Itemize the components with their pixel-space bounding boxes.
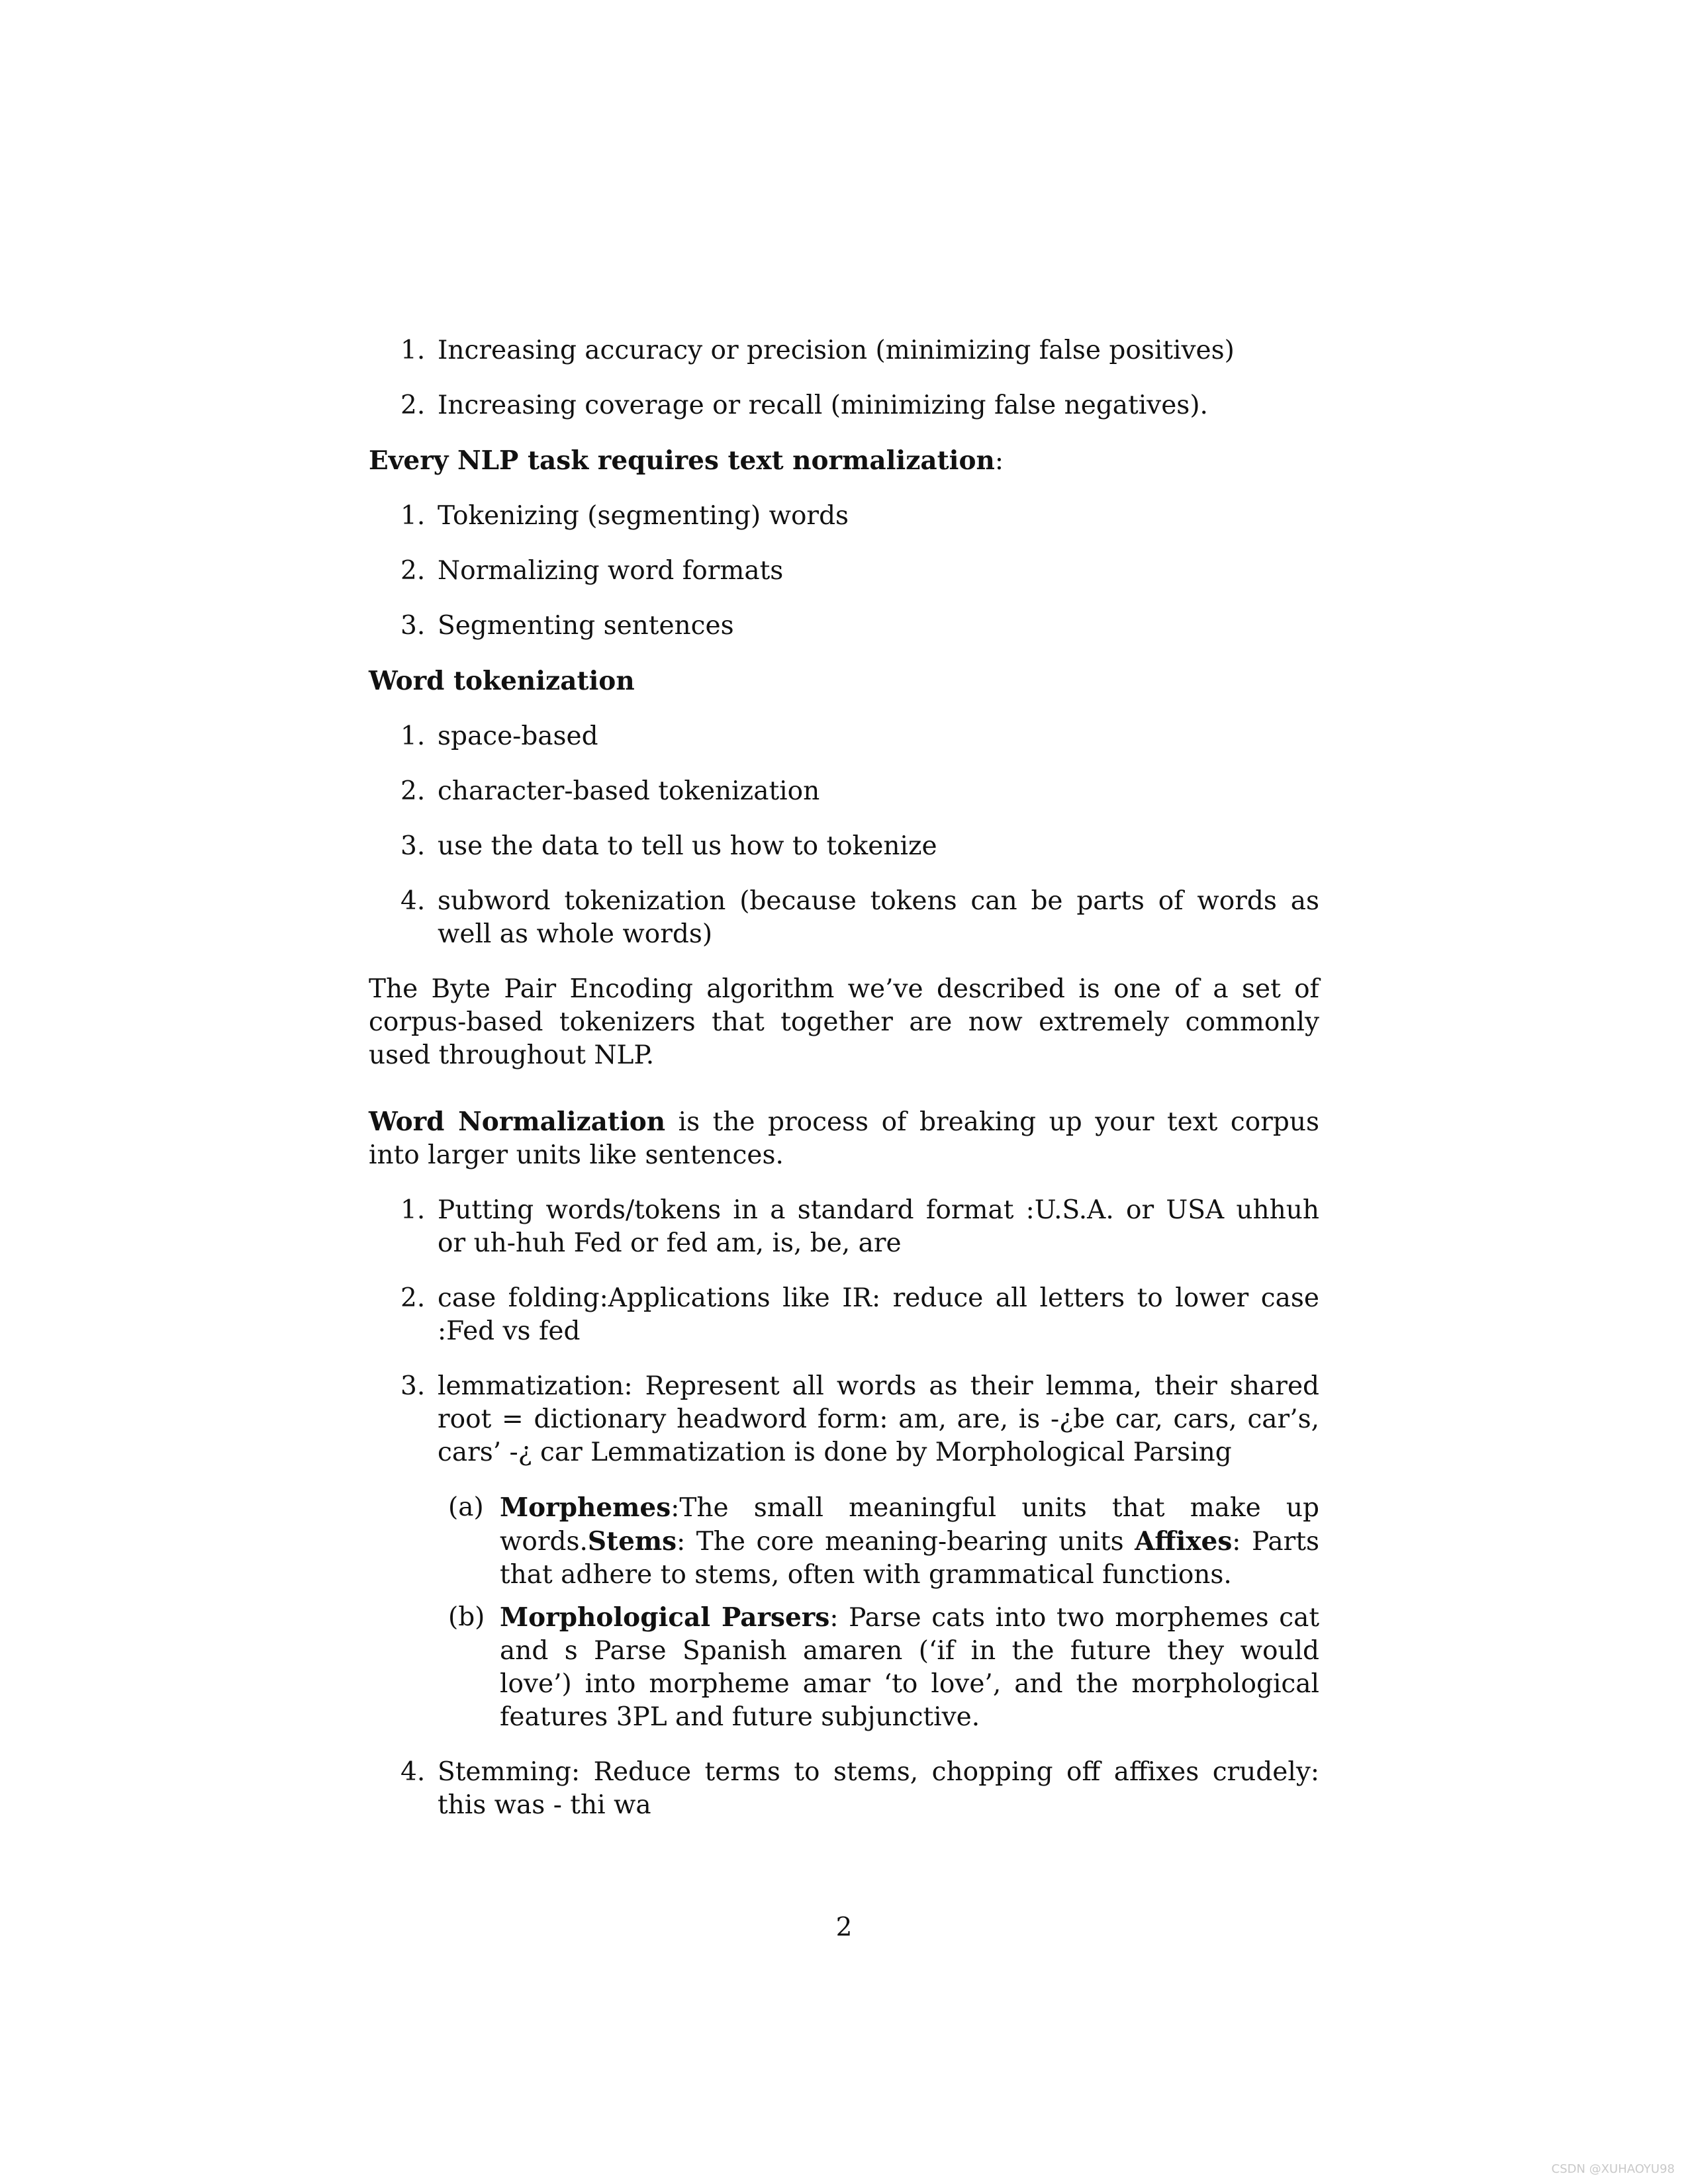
list-item xyxy=(369,389,1319,422)
list-item xyxy=(369,500,1319,533)
list-item-text: lemmatization: Represent all words as their lemma, their shared root = dictionary headword form: am, are, is -¿be car, cars, car’s, cars’ -¿ car Lemmatization is done by Morphological Parsing xyxy=(438,1371,1319,1467)
list-number: 1. xyxy=(400,721,426,751)
list-number: 2. xyxy=(400,556,426,586)
paragraph-bold: Word Normalization xyxy=(369,1107,666,1137)
list-number: 4. xyxy=(400,1757,426,1787)
page-number: 2 xyxy=(835,1913,853,1942)
list-item-text: Stemming: Reduce terms to stems, chopping off affixes crudely: this was - thi wa xyxy=(438,1757,1319,1820)
normalization-heading xyxy=(369,444,1319,478)
list-item xyxy=(369,1282,1319,1348)
sub-list-item: (a) Morphemes:The small meaningful units that make up words.Stems: The core meaning-bearing units Affixes: Parts that adhere to stems, often with grammatical functions. xyxy=(448,1492,1320,1590)
list-number: 2. xyxy=(400,390,426,420)
list-item-text: Normalizing word formats xyxy=(438,556,784,586)
list-number: 2. xyxy=(400,1283,426,1313)
list-item xyxy=(369,885,1319,951)
tokenization-heading: Word tokenization xyxy=(369,666,635,696)
list-number: 3. xyxy=(400,1371,426,1401)
list-item xyxy=(369,610,1319,643)
list-item xyxy=(369,1756,1319,1822)
list-item-text: Increasing accuracy or precision (minimizing false positives) xyxy=(438,336,1235,365)
list-item xyxy=(369,555,1319,588)
list-number: 1. xyxy=(400,501,426,531)
list-item-text: use the data to tell us how to tokenize xyxy=(438,831,937,861)
list-number: 3. xyxy=(400,831,426,861)
sub-list-label: (b) xyxy=(448,1602,485,1632)
list-item-text: Increasing coverage or recall (minimizing false negatives). xyxy=(438,390,1208,420)
sub-list-item: (b) Morphological Parsers: Parse cats into two morphemes cat and s Parse Spanish amaren (‘if in the future they would love’) into morpheme amar ‘to love’, and the morphological features 3PL and future subjunctive. xyxy=(448,1602,1319,1732)
list-number: 1. xyxy=(400,1195,426,1225)
word-normalization-paragraph xyxy=(369,1105,1319,1172)
list-item xyxy=(369,775,1319,808)
watermark: CSDN @XUHAOYU98 xyxy=(1551,2162,1675,2176)
list-item xyxy=(369,1370,1319,1469)
list-item xyxy=(369,334,1319,367)
list-item xyxy=(369,1194,1319,1260)
list-item-text: space-based xyxy=(438,721,598,751)
list-item xyxy=(369,830,1319,863)
list-number: 1. xyxy=(400,336,426,365)
list-number: 2. xyxy=(400,776,426,806)
list-item-text: character-based tokenization xyxy=(438,776,820,806)
list-item-text: case folding:Applications like IR: reduce all letters to lower case :Fed vs fed xyxy=(438,1283,1319,1346)
heading-bold: Every NLP task requires text normalization xyxy=(369,445,995,476)
document-page xyxy=(369,334,1319,1822)
list-item-text: Tokenizing (segmenting) words xyxy=(438,501,849,531)
paragraph-text: is the process of breaking up your text corpus into larger units like sentences. xyxy=(369,1107,1319,1170)
list-item-text: Putting words/tokens in a standard format :U.S.A. or USA uhhuh or uh-huh Fed or fed am, is, be, are xyxy=(438,1195,1319,1258)
list-item-text: Segmenting sentences xyxy=(438,611,734,641)
list-item xyxy=(369,720,1319,753)
list-number: 4. xyxy=(400,886,426,916)
list-item-text: subword tokenization (because tokens can be parts of words as well as whole words) xyxy=(438,886,1319,949)
sub-list-label: (a) xyxy=(448,1492,484,1522)
bpe-paragraph: The Byte Pair Encoding algorithm we’ve described is one of a set of corpus-based tokenizers that together are now extremely commonly used throughout NLP. xyxy=(369,974,1319,1070)
heading-colon: : xyxy=(994,446,1004,476)
list-number: 3. xyxy=(400,611,426,641)
